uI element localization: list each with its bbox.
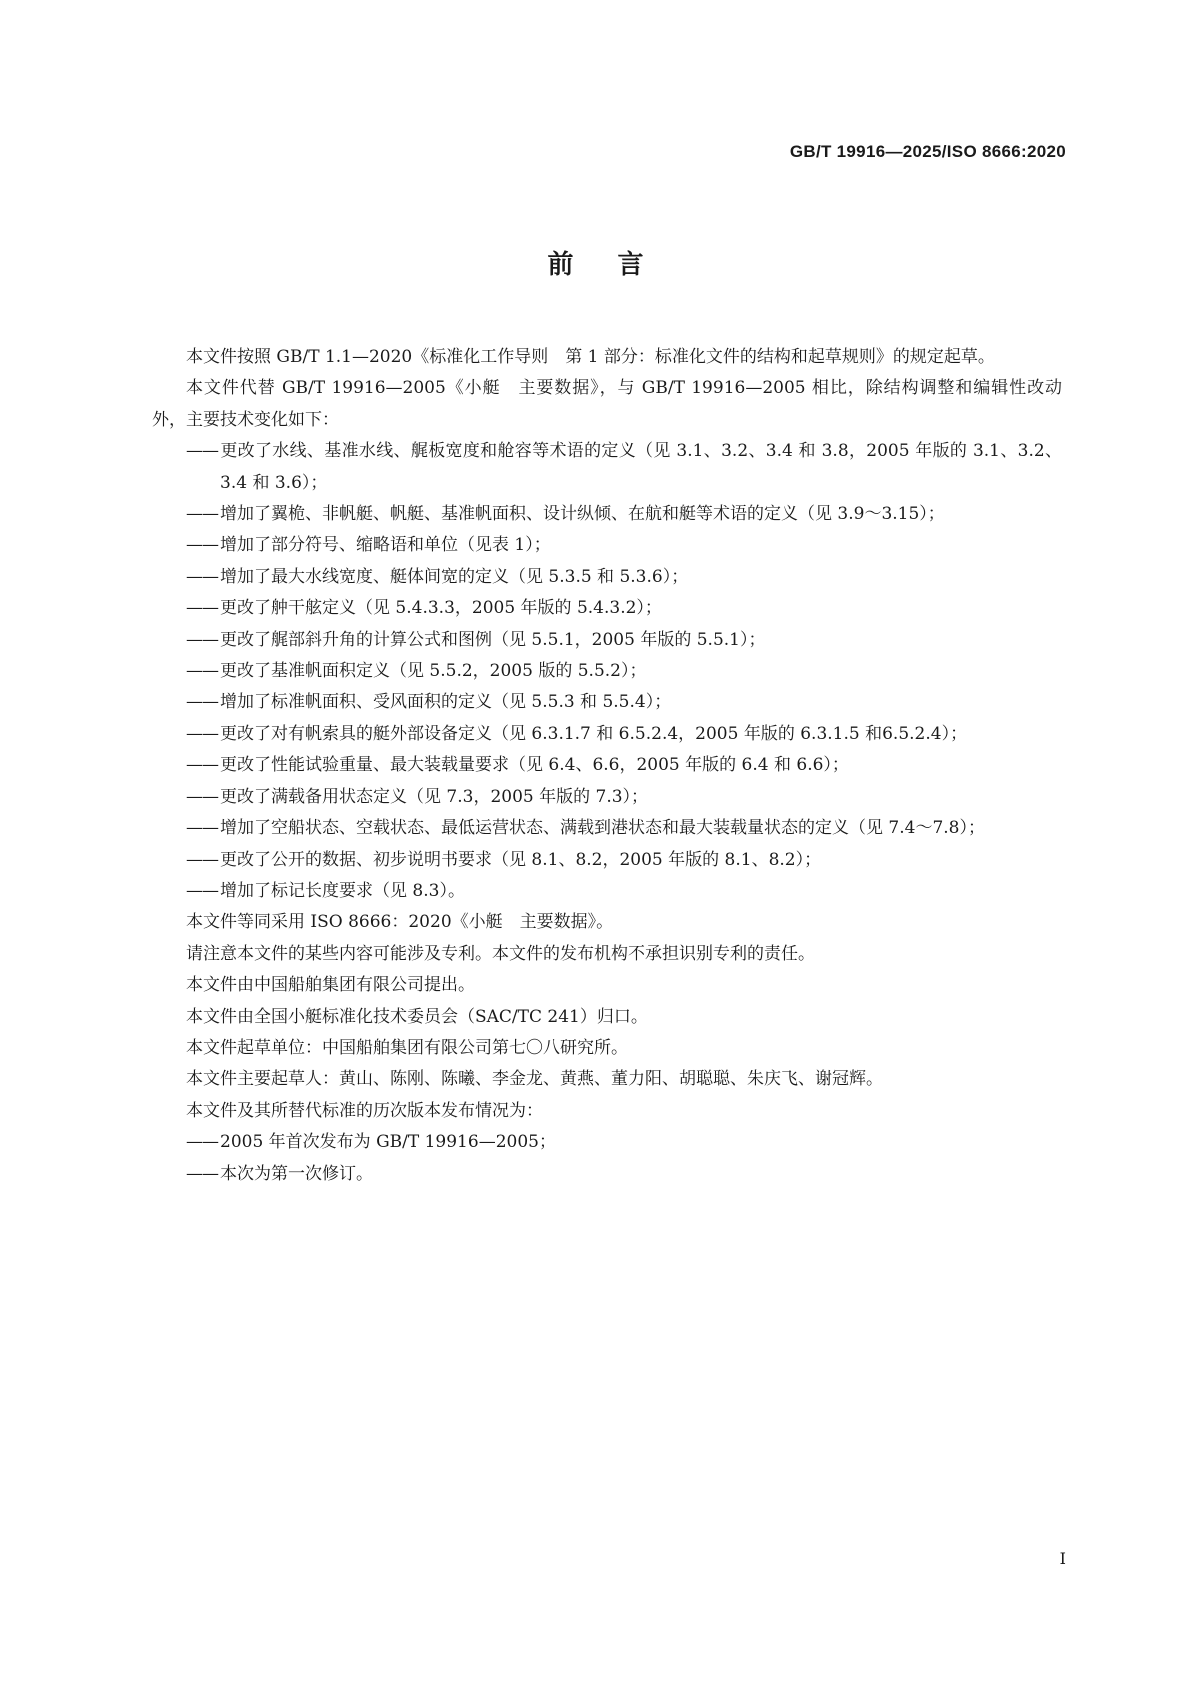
list-item [152, 813, 1062, 844]
dash-marker: —— [186, 566, 218, 587]
dash-marker: —— [186, 629, 218, 650]
list-item [152, 845, 1062, 876]
dash-marker: —— [186, 1163, 218, 1184]
dash-marker: —— [186, 818, 218, 839]
foreword-body [152, 342, 1062, 1190]
list-item-text: 增加了标准帆面积、受风面积的定义（见 5.5.3 和 5.5.4）； [220, 692, 672, 713]
list-item [152, 499, 1062, 530]
intro-paragraph: 本文件按照 GB/T 1.1—2020《标准化工作导则 第 1 部分：标准化文件的结构和起草规则》的规定起草。 [186, 347, 995, 367]
dash-marker: —— [186, 661, 218, 682]
list-item [152, 1159, 1062, 1190]
list-item [152, 562, 1062, 593]
body-paragraph: 本文件等同采用 ISO 8666：2020《小艇 主要数据》。 [186, 912, 614, 933]
list-item [152, 530, 1062, 561]
dash-marker: —— [186, 880, 218, 901]
changes-list [152, 436, 1062, 907]
body-paragraph: 本文件由全国小艇标准化技术委员会（SAC/TC 241）归口。 [186, 1006, 648, 1027]
list-item [152, 593, 1062, 624]
list-item-text: 增加了部分符号、缩略语和单位（见表 1）； [220, 535, 551, 556]
history-list [152, 1127, 1062, 1190]
dash-marker: —— [186, 849, 218, 870]
dash-marker: —— [186, 598, 218, 619]
body-paragraph: 本文件由中国船舶集团有限公司提出。 [186, 975, 475, 996]
list-item [152, 876, 1062, 907]
list-item-text: 本次为第一次修订。 [220, 1163, 373, 1184]
list-item-text: 更改了基准帆面积定义（见 5.5.2，2005 版的 5.5.2）； [220, 661, 647, 682]
standard-number: GB/T 19916—2025/ISO 8666:2020 [789, 142, 1066, 161]
dash-marker: —— [186, 1132, 218, 1153]
list-item [152, 750, 1062, 781]
dash-marker: —— [186, 755, 218, 776]
dash-marker: —— [186, 535, 218, 556]
dash-marker: —— [186, 786, 218, 807]
list-item [152, 656, 1062, 687]
dash-marker: —— [186, 692, 218, 713]
list-item-text: 更改了性能试验重量、最大装载量要求（见 6.4、6.6，2005 年版的 6.4 和 6.6）； [220, 755, 849, 776]
list-item-text: 更改了水线、基准水线、艉板宽度和舱容等术语的定义（见 3.1、3.2、3.4 和 3.8，2005 年版的 3.1、3.2、3.4 和 3.6）； [220, 441, 1062, 493]
list-item-text: 增加了标记长度要求（见 8.3）。 [220, 880, 465, 901]
body-paragraph: 本文件起草单位：中国船舶集团有限公司第七〇八研究所。 [186, 1037, 628, 1058]
list-item-text: 更改了公开的数据、初步说明书要求（见 8.1、8.2，2005 年版的 8.1、8.2）； [220, 849, 822, 870]
dash-marker: —— [186, 723, 218, 744]
list-item-text: 更改了舯干舷定义（见 5.4.3.3，2005 年版的 5.4.3.2）； [220, 598, 662, 619]
dash-marker: —— [186, 441, 218, 462]
list-item [152, 625, 1062, 656]
list-item [152, 687, 1062, 718]
body-paragraph: 请注意本文件的某些内容可能涉及专利。本文件的发布机构不承担识别专利的责任。 [186, 943, 815, 964]
page-number: I [1059, 1549, 1066, 1568]
list-item [152, 436, 1062, 499]
page-title: 前言 [547, 250, 688, 280]
list-item-text: 增加了翼桅、非帆艇、帆艇、基准帆面积、设计纵倾、在航和艇等术语的定义（见 3.9～3.15）； [220, 504, 945, 525]
list-item-text: 更改了满载备用状态定义（见 7.3，2005 年版的 7.3）； [220, 786, 649, 807]
list-item [152, 1127, 1062, 1158]
intro-paragraph: 本文件代替 GB/T 19916—2005《小艇 主要数据》，与 GB/T 19916—2005 相比，除结构调整和编辑性改动外，主要技术变化如下： [152, 378, 1062, 430]
list-item-text: 2005 年首次发布为 GB/T 19916—2005； [220, 1132, 556, 1153]
list-item-text: 更改了艉部斜升角的计算公式和图例（见 5.5.1，2005 年版的 5.5.1）； [220, 629, 766, 650]
list-item [152, 782, 1062, 813]
list-item [152, 719, 1062, 750]
list-item-text: 增加了最大水线宽度、艇体间宽的定义（见 5.3.5 和 5.3.6）； [220, 566, 689, 587]
body-paragraph: 本文件及其所替代标准的历次版本发布情况为： [186, 1100, 543, 1121]
list-item-text: 更改了对有帆索具的艇外部设备定义（见 6.3.1.7 和 6.5.2.4，2005 年版的 6.3.1.5 和6.5.2.4）； [220, 723, 968, 744]
dash-marker: —— [186, 504, 218, 525]
body-paragraph: 本文件主要起草人：黄山、陈刚、陈曦、李金龙、黄燕、董力阳、胡聪聪、朱庆飞、谢冠辉。 [186, 1069, 883, 1090]
list-item-text: 增加了空船状态、空载状态、最低运营状态、满载到港状态和最大装载量状态的定义（见 7.4～7.8）； [220, 818, 985, 839]
